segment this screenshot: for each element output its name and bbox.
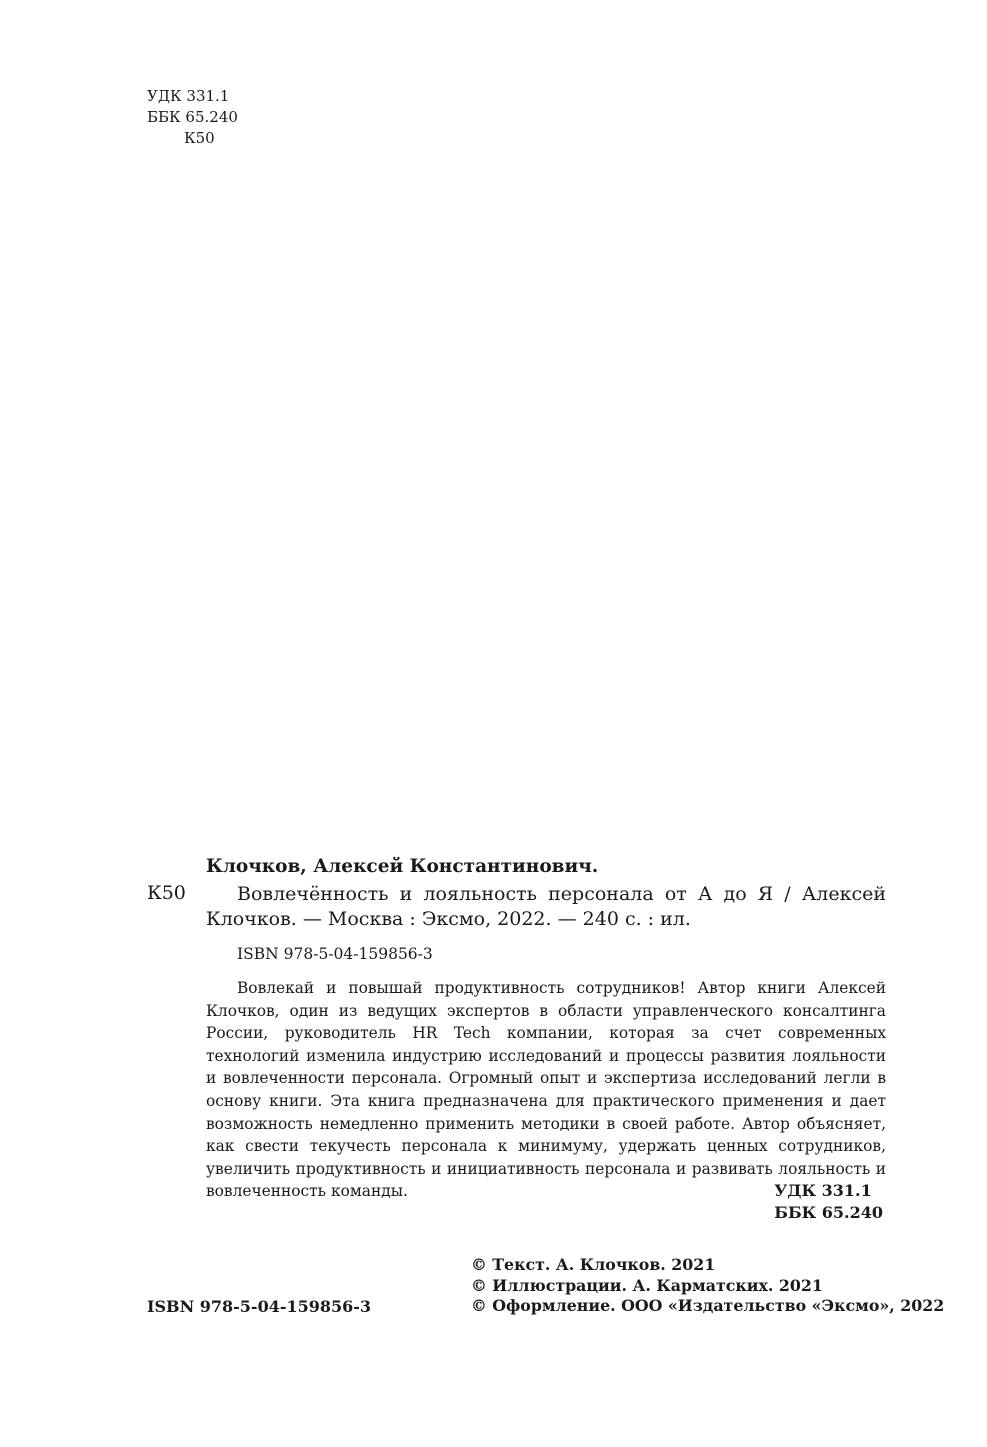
- catalog-annotation: [206, 977, 886, 1203]
- header-bbk: ББК 65.240: [147, 108, 238, 126]
- footer-isbn: ISBN 978-5-04-159856-3: [147, 1297, 372, 1316]
- catalog-bbk: ББК 65.240: [774, 1203, 883, 1222]
- copyright-illustrations: © Иллюстрации. А. Карматских. 2021: [471, 1275, 823, 1295]
- copyright-text: © Текст. А. Клочков. 2021: [471, 1255, 716, 1274]
- header-codes: [147, 86, 238, 149]
- catalog-author-mark: К50: [147, 882, 186, 904]
- copyright-design: © Оформление. ООО «Издательство «Эксмо», 2022: [471, 1296, 945, 1315]
- catalog-isbn: ISBN 978-5-04-159856-3: [237, 945, 433, 963]
- copyright-block: [471, 1255, 944, 1317]
- catalog-author: Клочков, Алексей Константинович.: [206, 856, 599, 877]
- header-author-mark: К50: [184, 129, 215, 147]
- header-udk: УДК 331.1: [147, 87, 230, 105]
- catalog-codes: [774, 1180, 883, 1224]
- catalog-udk: УДК 331.1: [774, 1181, 872, 1200]
- catalog-title-text: Вовлечённость и лояльность персонала от А до Я / Алексей Клочков. — Москва : Эксмо, 2022. — 240 с. : ил.: [206, 883, 886, 930]
- catalog-title-description: [206, 882, 886, 932]
- annotation-text: Вовлекай и повышай продуктивность сотрудников! Автор книги Алексей Клочков, один из ведущих экспертов в области управленческого консалтинга России, руководитель HR Tech компании, которая за счет современных технологий изменила индустрию исследований и процессы развития лояльности и вовлеченности персонала. Огромный опыт и экспертиза исследований легли в основу книги. Эта книга предназначена для практического применения и дает возможность немедленно применить методики в своей работе. Автор объясняет, как свести текучесть персонала к минимуму, удержать ценных сотрудников, увеличить продуктивность и инициативность персонала и развивать лояльность и вовлеченность команды.: [206, 979, 886, 1201]
